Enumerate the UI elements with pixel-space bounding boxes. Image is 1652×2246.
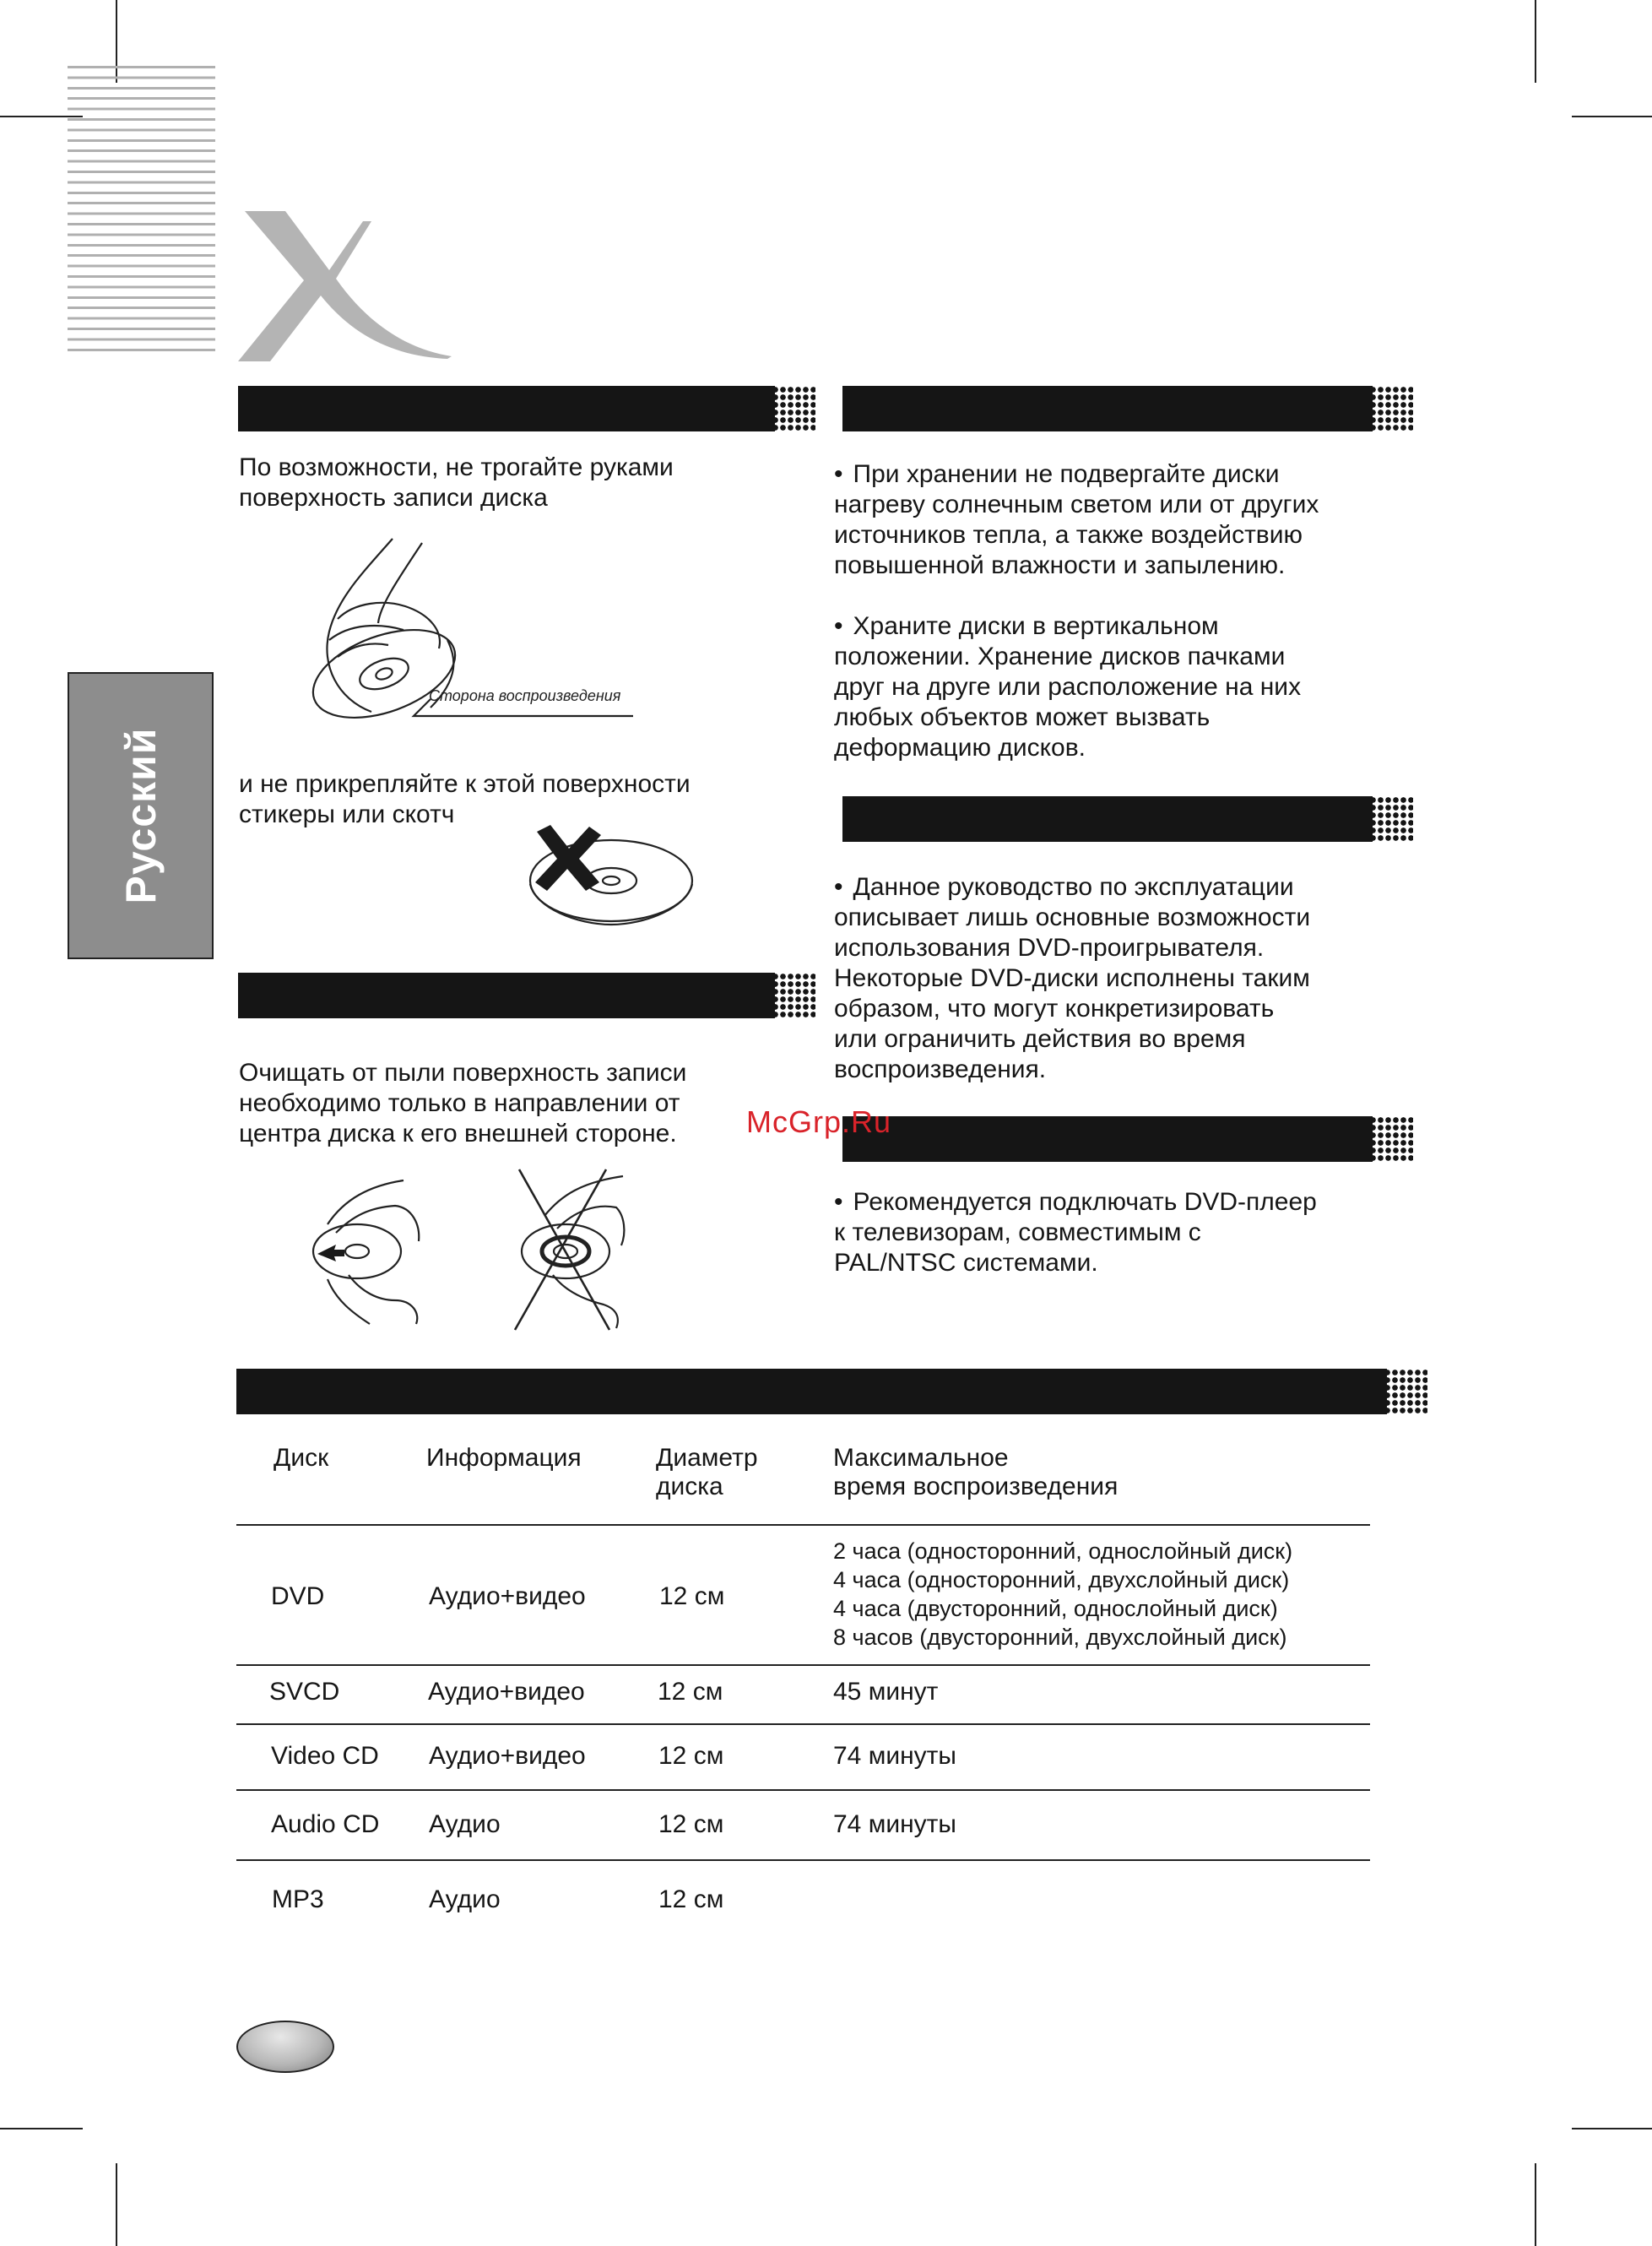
tv-bullet: • Рекомендуется подключать DVD-плеер к телевизорам, совместимым с PAL/NTSC системами. [834, 1187, 1317, 1278]
table-row-vcd-diameter: 12 см [658, 1742, 724, 1770]
table-row-vcd-time: 74 минуты [833, 1742, 956, 1770]
crop-mark [1535, 2163, 1536, 2246]
page-number-badge [236, 2021, 334, 2073]
disc-side-label: Сторона воспроизведения [429, 687, 621, 704]
table-row-vcd-disc: Video CD [271, 1742, 379, 1770]
table-row-dvd-info: Аудио+видео [429, 1582, 586, 1610]
storage-bullet-2: • Храните диски в вертикальном положении. Хранение дисков пачками друг на друге или расположение на них любых объектов может вызвать деформацию дисков. [834, 611, 1301, 763]
header-stripes [68, 66, 215, 358]
table-header-disc: Диск [274, 1444, 329, 1472]
table-rule [236, 1723, 1370, 1725]
table-row-mp3-diameter: 12 см [658, 1885, 724, 1913]
language-tab-label: Русский [116, 727, 165, 904]
table-row-mp3-info: Аудио [429, 1885, 501, 1913]
table-row-acd-info: Аудио [429, 1810, 501, 1838]
crop-mark [0, 2128, 83, 2129]
table-row-svcd-time: 45 минут [833, 1678, 939, 1706]
wipe-circular-wrong-icon [515, 1169, 633, 1330]
crop-mark [1535, 0, 1536, 83]
hand-holding-disc-icon [304, 539, 658, 724]
table-row-acd-disc: Audio CD [271, 1810, 380, 1838]
crop-mark [1572, 116, 1652, 117]
table-row-acd-time: 74 минуты [833, 1810, 956, 1838]
section-bar-manual [842, 796, 1408, 842]
table-rule [236, 1664, 1370, 1666]
manual-bullet: • Данное руководство по эксплуатации описывает лишь основные возможности использования DVD-проигрывателя. Некоторые DVD-диски исполнены таким образом, что могут конкретизировать или ограничить действия во время воспроизведения. [834, 872, 1310, 1085]
brand-x-logo [236, 211, 456, 363]
cleaning-text: Очищать от пыли поверхность записи необходимо только в направлении от центра диска к его внешней стороне. [239, 1059, 687, 1147]
sticker-text: и не прикрепляйте к этой поверхности стикеры или скотч [239, 770, 691, 828]
table-row-dvd-diameter: 12 см [659, 1582, 725, 1610]
crop-mark [116, 2163, 117, 2246]
table-row-svcd-info: Аудио+видео [428, 1678, 585, 1706]
language-tab[interactable] [68, 672, 214, 959]
table-row-vcd-info: Аудио+видео [429, 1742, 586, 1770]
table-row-dvd-time: 2 часа (односторонний, однослойный диск) 4 часа (односторонний, двухслойный диск) 4 часа (двусторонний, однослойный диск) 8 часов (двусторонний, двухслойный диск) [833, 1538, 1293, 1650]
table-rule [236, 1524, 1370, 1526]
table-rule [236, 1789, 1370, 1791]
section-bar-disc-types [236, 1369, 1422, 1414]
section-bar-storage [842, 386, 1408, 431]
table-rule [236, 1859, 1370, 1861]
table-row-svcd-disc: SVCD [269, 1678, 340, 1706]
disc-with-sticker-crossed-icon [527, 823, 696, 925]
table-header-info: Информация [426, 1444, 582, 1472]
table-header-diameter: Диаметр диска [656, 1444, 758, 1500]
table-row-dvd-disc: DVD [271, 1582, 325, 1610]
table-row-svcd-diameter: 12 см [658, 1678, 723, 1706]
table-row-mp3-disc: MP3 [272, 1885, 324, 1913]
wipe-radial-correct-icon [311, 1174, 429, 1324]
section-bar-cleaning [238, 973, 810, 1018]
watermark: McGrp.Ru [746, 1104, 892, 1139]
table-row-acd-diameter: 12 см [658, 1810, 724, 1838]
storage-bullet-1: • При хранении не подвергайте диски нагреву солнечным светом или от других источников тепла, а также воздействию повышенной влажности и запылению. [834, 459, 1319, 581]
section-bar-handling [238, 386, 810, 431]
crop-mark [1572, 2128, 1652, 2129]
section-bar-tv [842, 1116, 1408, 1162]
handling-text: По возможности, не трогайте руками поверхность записи диска [239, 453, 674, 512]
table-header-time: Максимальное время воспроизведения [833, 1444, 1118, 1500]
